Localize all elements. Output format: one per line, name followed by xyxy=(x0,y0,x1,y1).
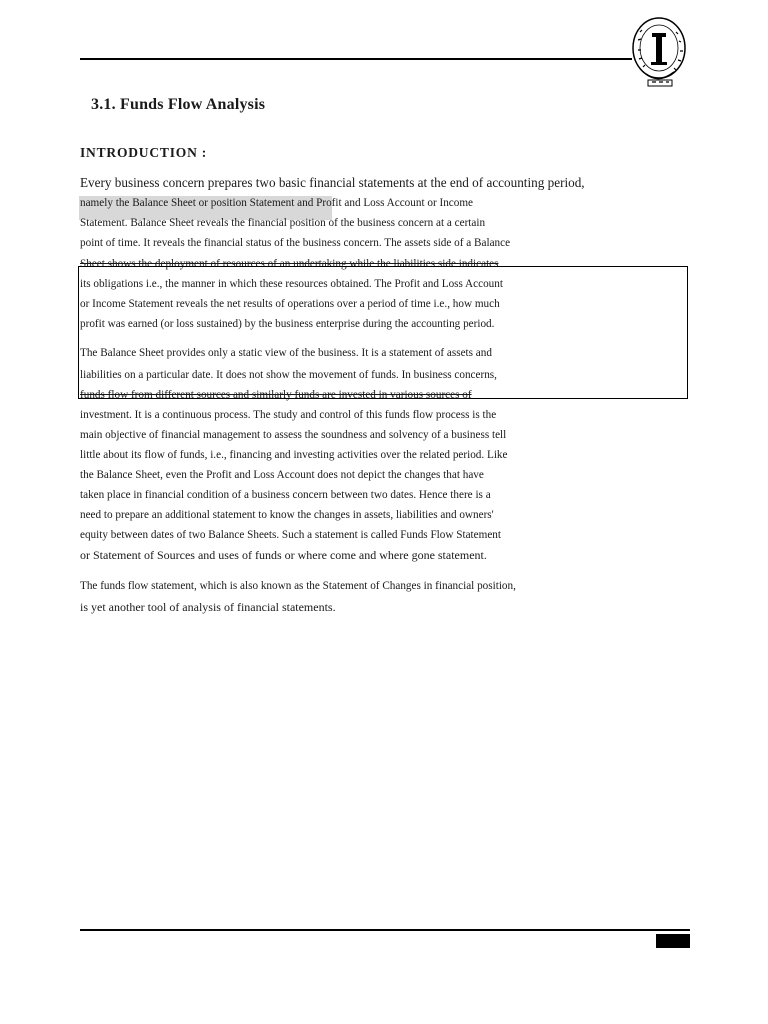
footer-rule xyxy=(80,929,690,931)
paragraph-line: Every business concern prepares two basic financial statements at the end of accounting period, xyxy=(80,175,585,190)
paragraph-line: or Statement of Sources and uses of funds or where come and where gone statement. xyxy=(80,548,487,562)
paragraph-line: liabilities on a particular date. It does not show the movement of funds. In business concerns, xyxy=(80,369,497,381)
overlay-frame xyxy=(78,266,688,399)
paragraph-line: need to prepare an additional statement to know the changes in assets, liabilities and owners' xyxy=(80,509,494,521)
paragraph-line: equity between dates of two Balance Sheets. Such a statement is called Funds Flow Statement xyxy=(80,529,501,541)
paragraph-line: Sheet shows the deployment of resources of an undertaking while the liabilities side indicates xyxy=(80,258,499,270)
paragraph-line: little about its flow of funds, i.e., financing and investing activities over the related period. Like xyxy=(80,449,508,461)
section-heading: 3.1. Funds Flow Analysis xyxy=(91,96,266,113)
paragraph-line: namely the Balance Sheet or position Statement and Profit and Loss Account or Income xyxy=(80,197,474,209)
paragraph-line: or Income Statement reveals the net results of operations over a period of time i.e., how much xyxy=(80,298,500,310)
paragraph-line: profit was earned (or loss sustained) by the business enterprise during the accounting period. xyxy=(80,318,495,330)
paragraph-line: Statement. Balance Sheet reveals the financial position of the business concern at a certain xyxy=(80,217,486,229)
paragraph-line: funds flow from different sources and similarly funds are invested in various sources of xyxy=(80,389,472,401)
header-rule xyxy=(80,58,632,60)
introduction-heading: INTRODUCTION : xyxy=(80,145,208,160)
paragraph-line: is yet another tool of analysis of financial statements. xyxy=(80,600,336,614)
paragraph-line: The funds flow statement, which is also known as the Statement of Changes in financial position, xyxy=(80,580,516,592)
university-seal-icon xyxy=(628,14,690,94)
paragraph-line: investment. It is a continuous process. The study and control of this funds flow process is the xyxy=(80,409,497,421)
paragraph-line: The Balance Sheet provides only a static view of the business. It is a statement of assets and xyxy=(80,347,492,359)
paragraph-line: main objective of financial management to assess the soundness and solvency of a business tell xyxy=(80,429,507,441)
paragraph-line: the Balance Sheet, even the Profit and Loss Account does not depict the changes that have xyxy=(80,469,484,481)
paragraph-line: taken place in financial condition of a business concern between two dates. Hence there is a xyxy=(80,489,491,501)
paragraph-line: its obligations i.e., the manner in which these resources obtained. The Profit and Loss Account xyxy=(80,278,503,290)
paragraph-line: point of time. It reveals the financial status of the business concern. The assets side of a Balance xyxy=(80,237,511,249)
page-number-tab xyxy=(656,934,690,948)
